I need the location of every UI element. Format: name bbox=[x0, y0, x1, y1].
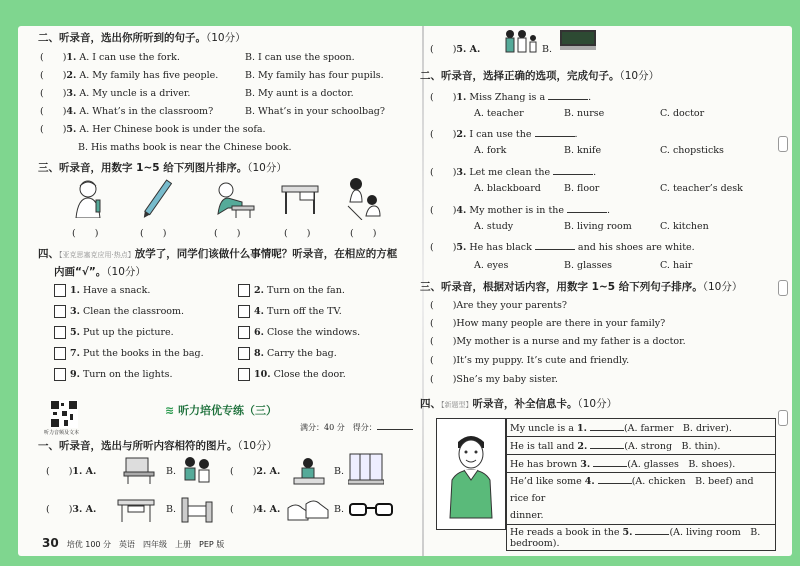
option-b-label: B. bbox=[334, 504, 345, 515]
list-item[interactable]: ( )1. A. I can use the fork. bbox=[40, 52, 180, 63]
option-b-label: B. bbox=[166, 504, 177, 515]
option-b-label: B. bbox=[542, 44, 553, 55]
man-picture bbox=[444, 430, 498, 522]
option-b: B. His maths book is near the Chinese book. bbox=[78, 142, 292, 153]
list-item[interactable]: ( )She’s my baby sister. bbox=[430, 374, 558, 385]
window-picture bbox=[348, 452, 384, 486]
info-row: He has brown 3. (A. glasses B. shoes). bbox=[507, 455, 776, 473]
option-b: B. My aunt is a doctor. bbox=[245, 88, 354, 99]
blank-paren[interactable]: ( ) bbox=[214, 228, 241, 239]
checkbox-item[interactable]: 6. Close the windows. bbox=[238, 326, 360, 339]
option-b: B. My family has four pupils. bbox=[245, 70, 384, 81]
list-item[interactable]: ( )My mother is a nurse and my father is a doctor. bbox=[430, 336, 686, 347]
binding-mark bbox=[778, 280, 788, 296]
sec4-heading: 四、【新题型】听录音，补全信息卡。（10分） bbox=[420, 398, 618, 410]
option-c: C. teacher’s desk bbox=[660, 183, 743, 194]
list-item[interactable]: ( )4. A. What’s in the classroom? bbox=[40, 106, 214, 117]
bed-picture bbox=[180, 492, 214, 524]
list-item[interactable]: ( )It’s my puppy. It’s cute and friendly. bbox=[430, 355, 630, 366]
option-a: A. teacher bbox=[474, 108, 524, 119]
checkbox[interactable] bbox=[238, 284, 250, 297]
binding-mark bbox=[778, 410, 788, 426]
worksheet-page: 二、听录音，选出你所听到的句子。（10分） ( )1. A. I can use the fork. B. I can use the spoon. ( )2. A. My family has five people. B. My family has four pupils. ( )3. A. My uncle is a driver. B. My aunt is a doctor. ( )4. A. What’s in the classroom? B. What’s in your schoolbag? ( )5. A. Her Chinese book is under the sofa. B. His maths book is near the Chinese book. 三、听录音，用数字 1~5 给下列图片排序。（10分） ( ) ( ) ( ) ( ) ( ) 四、【亚克思塞克应用·热点】放学了，同学们该做什么事情呢？听录音，在相应的方框 内画“√”。（10分） 1. Have a snack. 2. Turn on the fan. 3. Clean the classroom. 4. Turn off the TV. 5. Put up the picture. 6. Close the windows. 7. Put the books in the bag. 8. Carry the bag. 9. Turn on the lights. 10. Close the door. 听力音频及文本 ≋ 听力培优专练（三） 满分：40 分 得分： 一、听录音，选出与所听内容相符的图片。（10分） ( )1. A. B. ( )2. A. B. ( )3. A. B. ( )4. A. B. 30 培优 100 分 英语 四年级 上册 PEP 版 ( )5. A. B. 二、听录音，选择正确的选项，完成句子。（10分） ( )1. Miss Zhang is a . A. teacher B. nurse C. doctor ( )2. I can use the . A. fork B. knife C. chopsticks ( )3. Let me clean the . A. blackboard B. floor C. teacher’s desk ( )4. My mother is in the . A. study B. living room C. kitchen ( )5. He has black and his shoes are white. A. eyes B. glasses C. hair 三、听录音，根据对话内容，用数字 1~5 给下列句子排序。（10分） ( )Are they your parents? ( )How many people are there in your family? ( )My mother is a nurse and my father is a doctor. ( )It’s my puppy. It’s cute and friendly. ( )She’s my baby sister. 四、【新题型】听录音，补全信息卡。（10分） My uncle is a 1. (A. farmer B. driver). He is tall and 2. (A. strong B. thin). He has brown 3. (A. glasses B. shoes). He’d like some 4. (A. chicken B. beef) and rice for dinner. He reads a book in the 5. (A. living room B. bedroom). bbox=[18, 26, 792, 556]
option-c: C. hair bbox=[660, 260, 693, 271]
checkbox[interactable] bbox=[238, 305, 250, 318]
wave-icon: ≋ bbox=[165, 404, 175, 417]
tv-desk-picture bbox=[122, 456, 156, 484]
checkbox[interactable] bbox=[238, 347, 250, 360]
list-item[interactable]: ( )5. A. Her Chinese book is under the sofa. bbox=[40, 124, 266, 135]
pen-picture bbox=[142, 176, 172, 222]
option-a: A. study bbox=[474, 221, 514, 232]
checkbox-item[interactable]: 8. Carry the bag. bbox=[238, 347, 337, 360]
binding-mark bbox=[778, 136, 788, 152]
option-b: B. living room bbox=[564, 221, 632, 232]
sec4-heading-line2: 内画“√”。（10分） bbox=[54, 266, 146, 278]
sec2-heading: 二、听录音，选择正确的选项，完成句子。（10分） bbox=[420, 70, 660, 82]
sec3-heading: 三、听录音，用数字 1~5 给下列图片排序。（10分） bbox=[38, 162, 287, 174]
desk-picture bbox=[280, 180, 320, 216]
list-item[interactable]: ( )How many people are there in your family? bbox=[430, 318, 666, 329]
sec2-heading: 二、听录音，选出你所听到的句子。（10分） bbox=[38, 32, 246, 44]
option-c: C. doctor bbox=[660, 108, 705, 119]
list-item[interactable]: ( )1. Miss Zhang is a . bbox=[430, 92, 592, 103]
list-item[interactable]: ( )4. A. bbox=[230, 504, 281, 515]
option-b: B. I can use the spoon. bbox=[245, 52, 355, 63]
sec4-heading: 四、【亚克思塞克应用·热点】放学了，同学们该做什么事情呢？听录音，在相应的方框 bbox=[38, 248, 398, 260]
option-a: A. eyes bbox=[474, 260, 509, 271]
checkbox[interactable] bbox=[54, 305, 66, 318]
qr-code-icon[interactable] bbox=[50, 400, 78, 428]
info-row: My uncle is a 1. (A. farmer B. driver). bbox=[507, 419, 776, 437]
list-item[interactable]: ( )2. I can use the . bbox=[430, 129, 578, 140]
student-desk-picture bbox=[212, 178, 256, 218]
checkbox-item[interactable]: 5. Put up the picture. bbox=[54, 326, 174, 339]
list-item[interactable]: ( )2. A. bbox=[230, 466, 281, 477]
list-item[interactable]: ( )2. A. My family has five people. bbox=[40, 70, 219, 81]
people-cleaning-picture bbox=[342, 176, 386, 220]
nurse-picture bbox=[70, 178, 106, 218]
checkbox[interactable] bbox=[238, 326, 250, 339]
option-a: A. fork bbox=[474, 145, 507, 156]
qr-label: 听力音频及文本 bbox=[44, 430, 80, 436]
option-b: B. What’s in your schoolbag? bbox=[245, 106, 385, 117]
score-line: 满分：40 分 得分： bbox=[300, 420, 413, 433]
checkbox-item[interactable]: 10. Close the door. bbox=[238, 368, 346, 381]
info-row: He is tall and 2. (A. strong B. thin). bbox=[507, 437, 776, 455]
list-item[interactable]: ( )Are they your parents? bbox=[430, 300, 567, 311]
checkbox-item[interactable]: 1. Have a snack. bbox=[54, 284, 150, 297]
option-b: B. floor bbox=[564, 183, 600, 194]
checkbox-item[interactable]: 4. Turn off the TV. bbox=[238, 305, 342, 318]
checkbox[interactable] bbox=[54, 326, 66, 339]
sec1-heading: 一、听录音，选出与所听内容相符的图片。（10分） bbox=[38, 440, 278, 452]
list-item[interactable]: ( )1. A. bbox=[46, 466, 97, 477]
list-item[interactable]: ( )5. A. bbox=[430, 44, 481, 55]
option-b: B. glasses bbox=[564, 260, 613, 271]
kids-picture bbox=[180, 454, 214, 486]
option-a: A. blackboard bbox=[474, 183, 541, 194]
option-b: B. nurse bbox=[564, 108, 605, 119]
info-row: He reads a book in the 5. (A. living room B. bedroom). bbox=[507, 525, 776, 551]
option-c: C. kitchen bbox=[660, 221, 709, 232]
checkbox-item[interactable]: 9. Turn on the lights. bbox=[54, 368, 173, 381]
list-item[interactable]: ( )5. He has black and his shoes are white. bbox=[430, 242, 695, 253]
family-picture bbox=[502, 28, 540, 56]
checkbox-item[interactable]: 3. Clean the classroom. bbox=[54, 305, 184, 318]
list-item[interactable]: ( )3. A. bbox=[46, 504, 97, 515]
checkbox[interactable] bbox=[54, 284, 66, 297]
option-b-label: B. bbox=[334, 466, 345, 477]
blank-paren[interactable]: ( ) bbox=[140, 228, 167, 239]
classroom-picture bbox=[558, 28, 598, 54]
info-card-table bbox=[506, 418, 776, 551]
glasses-picture bbox=[348, 500, 394, 518]
checkbox-item[interactable]: 7. Put the books in the bag. bbox=[54, 347, 204, 360]
blank-paren[interactable]: ( ) bbox=[284, 228, 311, 239]
option-b: B. knife bbox=[564, 145, 602, 156]
list-item[interactable]: ( )3. A. My uncle is a driver. bbox=[40, 88, 191, 99]
section-banner: ≋ 听力培优专练（三） bbox=[165, 404, 278, 417]
checkbox[interactable] bbox=[54, 368, 66, 381]
checkbox[interactable] bbox=[238, 368, 250, 381]
option-b-label: B. bbox=[166, 466, 177, 477]
blank-paren[interactable]: ( ) bbox=[350, 228, 377, 239]
option-c: C. chopsticks bbox=[660, 145, 724, 156]
shoes-picture bbox=[286, 492, 330, 524]
classroom-desk-picture bbox=[114, 494, 158, 524]
checkbox-item[interactable]: 2. Turn on the fan. bbox=[238, 284, 345, 297]
blank-paren[interactable]: ( ) bbox=[72, 228, 99, 239]
list-item[interactable]: ( )4. My mother is in the . bbox=[430, 205, 611, 216]
sec3-heading: 三、听录音，根据对话内容，用数字 1~5 给下列句子排序。（10分） bbox=[420, 281, 743, 293]
room-picture bbox=[292, 456, 326, 486]
list-item[interactable]: ( )3. Let me clean the . bbox=[430, 167, 597, 178]
info-row: He’d like some 4. (A. chicken B. beef) and rice for dinner. bbox=[507, 473, 776, 525]
checkbox[interactable] bbox=[54, 347, 66, 360]
